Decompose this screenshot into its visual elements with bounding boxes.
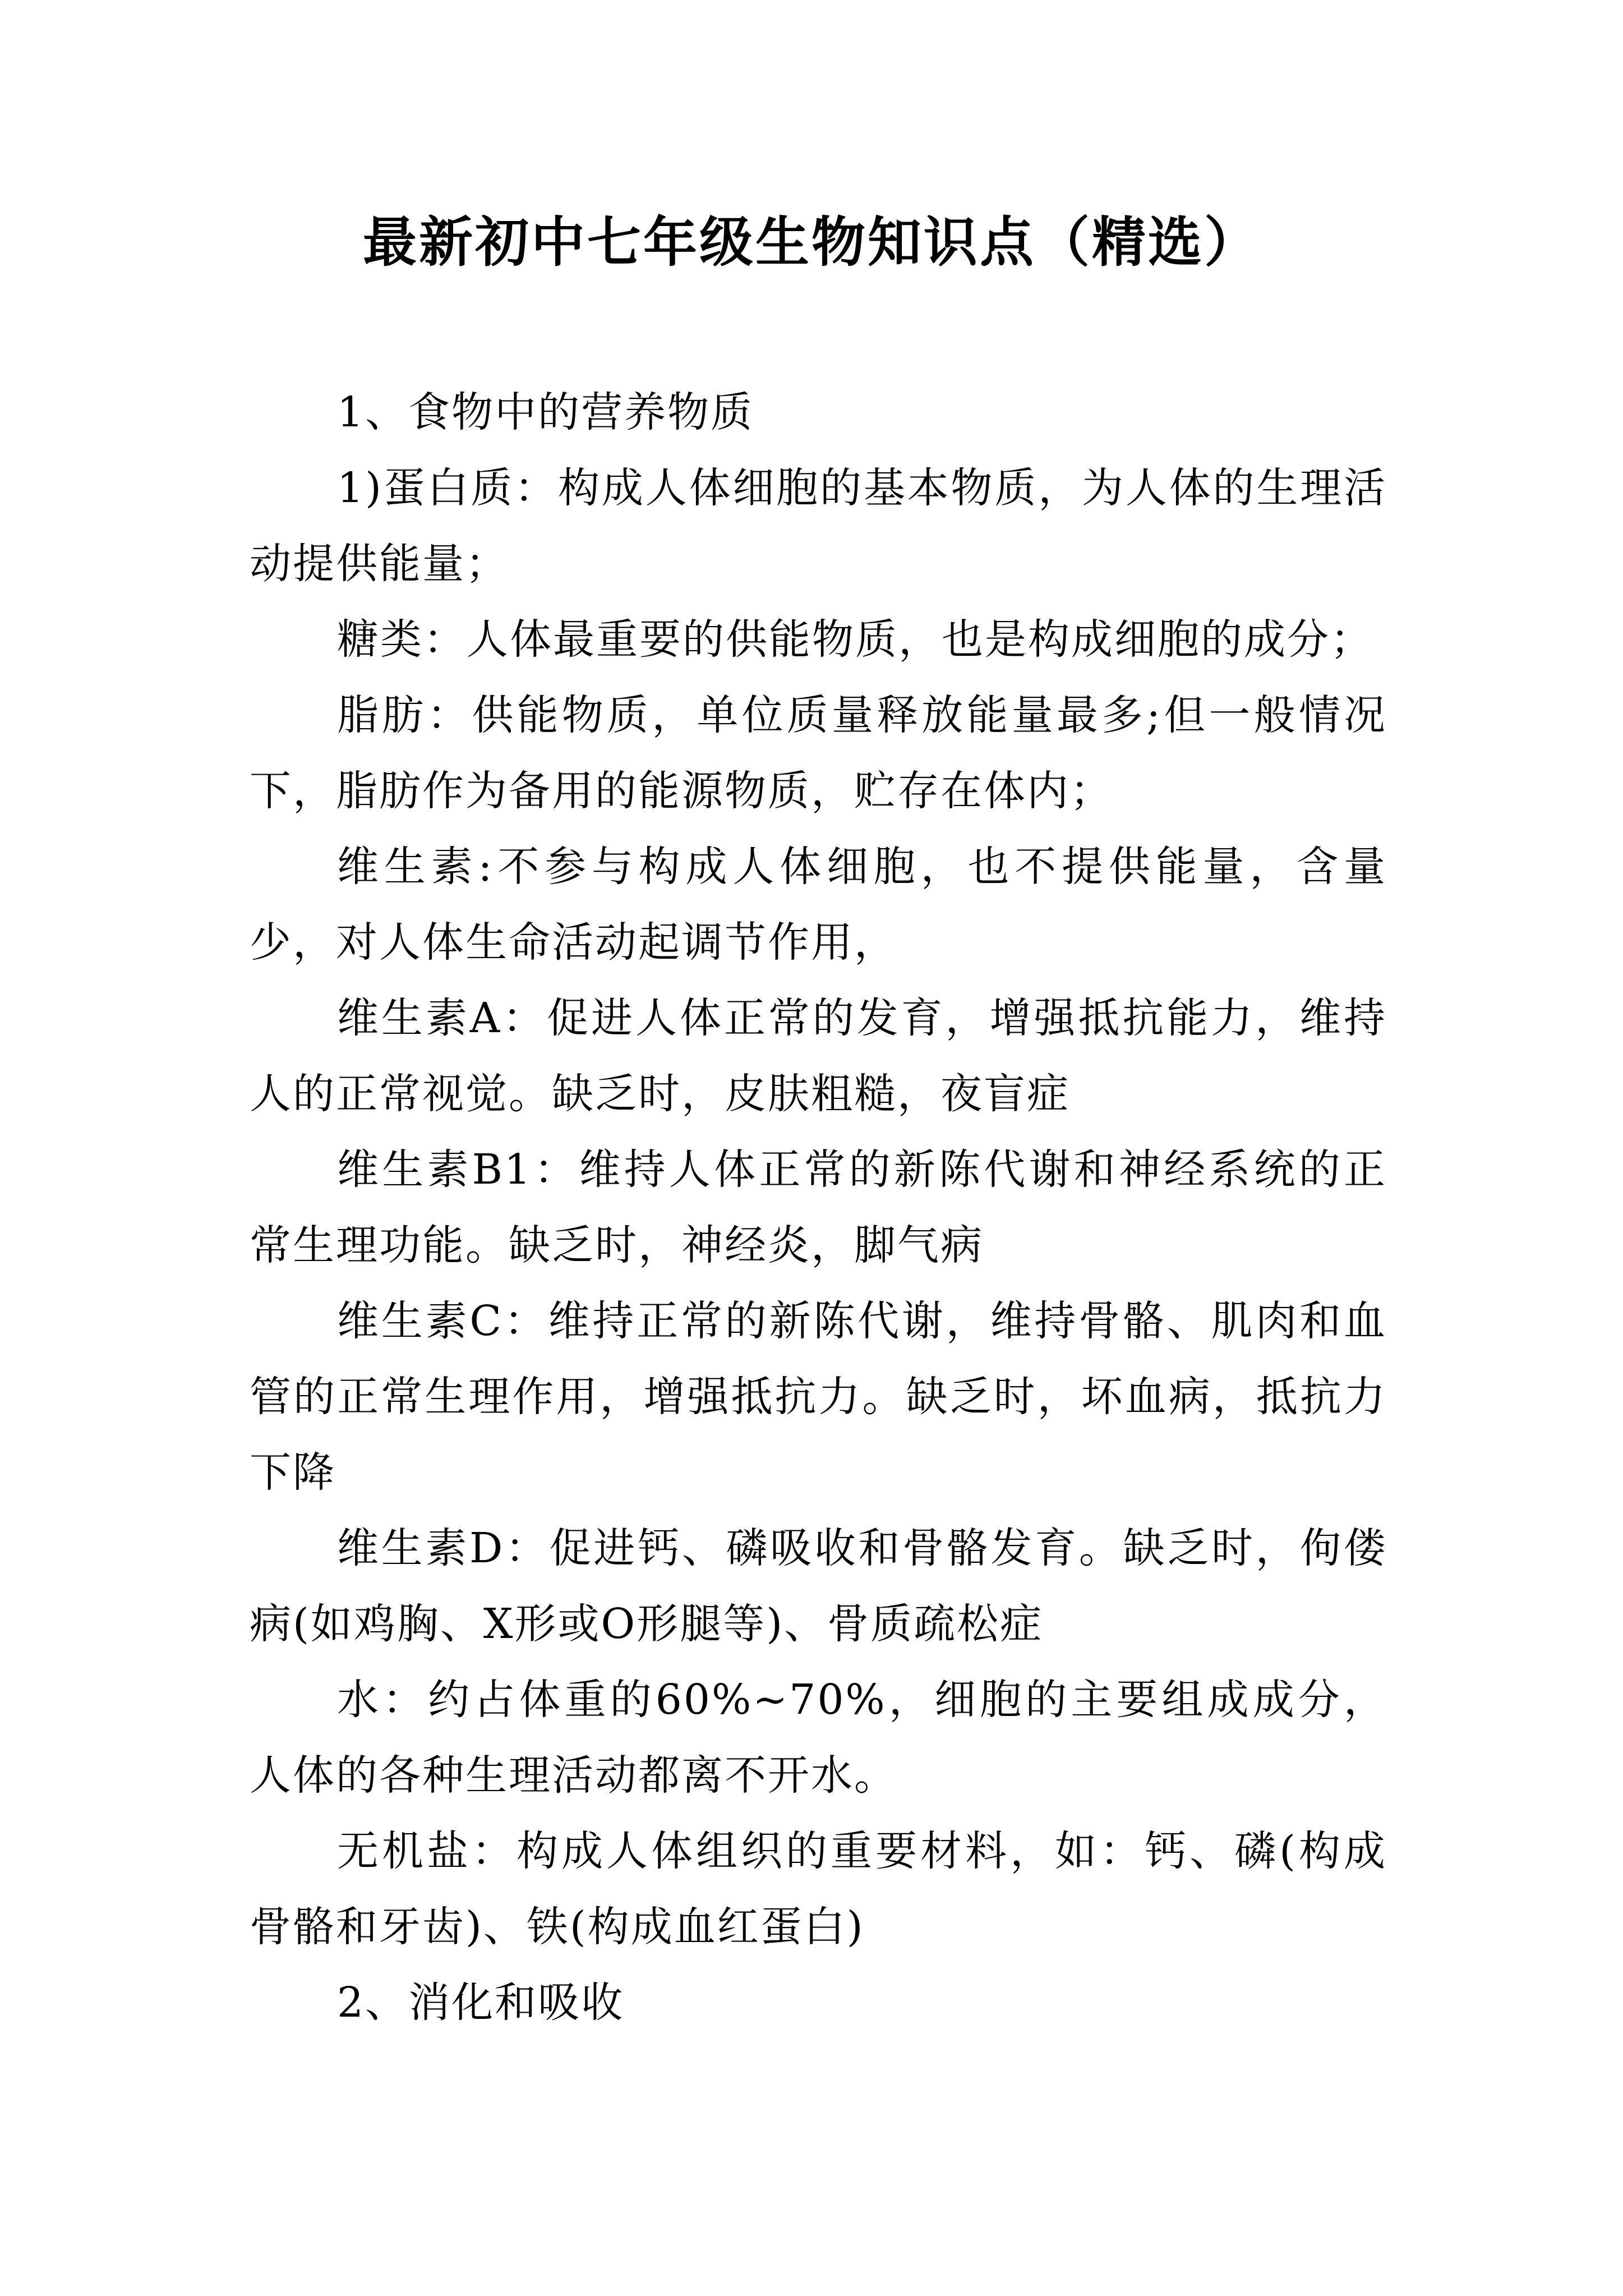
document-body	[250, 375, 1387, 2041]
paragraph: 糖类：人体最重要的供能物质，也是构成细胞的成分；	[337, 615, 1373, 664]
paragraph: 水：约占体重的60%~70%，细胞的主要组成成分，人体的各种生理活动都离不开水。	[250, 1676, 1387, 1800]
paragraph: 维生素B1：维持人体正常的新陈代谢和神经系统的正常生理功能。缺乏时，神经炎，脚气病	[250, 1145, 1387, 1269]
paragraph: 维生素:不参与构成人体细胞，也不提供能量，含量少，对人体生命活动起调节作用，	[250, 843, 1387, 967]
paragraph: 无机盐：构成人体组织的重要材料，如：钙、磷(构成骨骼和牙齿)、铁(构成血红蛋白)	[250, 1827, 1387, 1951]
paragraph: 脂肪：供能物质，单位质量释放能量最多;但一般情况下，脂肪作为备用的能源物质，贮存在体内；	[250, 691, 1387, 815]
document-title: 最新初中七年级生物知识点（精选）	[363, 210, 1260, 274]
paragraph: 2、消化和吸收	[337, 1978, 625, 2027]
paragraph: 维生素C：维持正常的新陈代谢，维持骨骼、肌肉和血管的正常生理作用，增强抵抗力。缺乏时，坏血病，抵抗力下降	[250, 1297, 1387, 1497]
paragraph: 维生素D：促进钙、磷吸收和骨骼发育。缺乏时，佝偻病(如鸡胸、X形或O形腿等)、骨质疏松症	[250, 1524, 1387, 1648]
paragraph: 1)蛋白质：构成人体细胞的基本物质，为人体的生理活动提供能量；	[250, 464, 1387, 588]
paragraph: 维生素A：促进人体正常的发育，增强抵抗能力，维持人的正常视觉。缺乏时，皮肤粗糙，夜盲症	[250, 994, 1387, 1118]
paragraph: 1、食物中的营养物质	[337, 388, 754, 436]
